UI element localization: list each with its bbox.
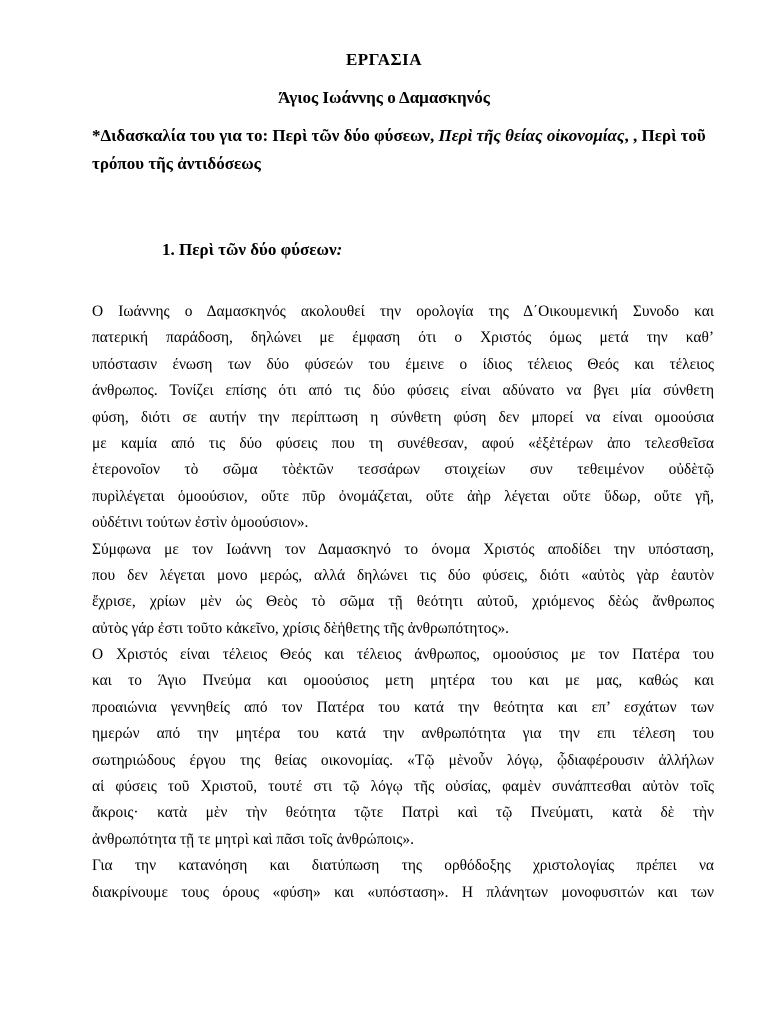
- teaching-statement: [92, 122, 722, 178]
- text-line: Σύμφωνα με τον Ιωάννη τον Δαμασκηνό το όνομα Χριστός αποδίδει την υπόσταση,: [92, 540, 714, 558]
- text-line: πυρὶλέγεται ὁμοούσιον, οὔτε πῦρ ὀνομάζεται, οὔτε ἀὴρ λέγεται οὔτε ὕδωρ, οὔτε γῆ,: [92, 487, 714, 505]
- text-line: ἔχρισε, χρίων μὲν ὡς Θεὸς τὸ σῶμα τῇ θεότητι αὐτοῦ, χριόμενος δὲὡς ἄνθρωπος: [92, 593, 714, 611]
- section-number: 1.: [162, 240, 175, 259]
- text-line: ἄκροις· κατὰ μὲν τὴν θεότητα τῷτε Πατρὶ καὶ τῷ Πνεύματι, κατὰ δὲ τὴν: [92, 804, 714, 822]
- text-line: διακρίνουμε τους όρους «φύση» και «υπόσταση». Η πλάνητων μονοφυσιτών και των: [92, 883, 714, 901]
- teaching-prefix: *Διδασκαλία του για το: Περὶ τῶν δύο φύσεων,: [92, 126, 439, 145]
- text-line: οὐδέτινι τούτων ἐστὶν ὁμοούσιον».: [92, 514, 309, 532]
- text-line: σωτηριώδους έργου της θείας οικονομίας. «Τῷ μὲνοὖν λόγῳ, ᾧδιαφέρουσιν ἀλλήλων: [92, 751, 714, 769]
- text-line: πατερική παράδοση, δηλώνει με έμφαση ότι ο Χριστός όμως μετά την καθ’: [92, 329, 714, 347]
- section-colon: :: [336, 240, 343, 259]
- text-line: φύση, διότι σε αυτήν την περίπτωση η σύνθετη φύση δεν μπορεί να είναι ομοούσια: [92, 408, 714, 426]
- text-line: που δεν λέγεται μονο μερώς, αλλά δηλώνει τις δύο φύσεις, διότι «αὐτὸς γὰρ ἑαυτὸν: [92, 566, 714, 584]
- text-line: Ο Ιωάννης ο Δαμασκηνός ακολουθεί την ορολογία της Δ΄Οικουμενική Συνοδο και: [92, 303, 714, 320]
- text-line: αἱ φύσεις τοῦ Χριστοῦ, τουτέ στι τῷ λόγῳ τῆς οὐσίας, φαμὲν συνάπτεσθαι αὐτὸν τοῖς: [92, 778, 714, 796]
- text-line: άνθρωπος. Τονίζει επίσης ότι από τις δύο φύσεις είναι αδύνατο να βγει μία σύνθετη: [92, 382, 714, 400]
- document-subtitle: Άγιος Ιωάννης ο Δαμασκηνός: [278, 88, 490, 107]
- teaching-italic-title: Περὶ τῆς θείας οἰκονομίας: [438, 126, 625, 145]
- teaching-suffix: , , Περὶ τοῦ τρόπου τῆς ἀντιδόσεως: [92, 126, 706, 173]
- document-title: ΕΡΓΑΣΙΑ: [345, 50, 423, 69]
- section-title: Περὶ τῶν δύο φύσεων: [179, 240, 337, 259]
- text-line: ἑτερονοῖον τὸ σῶμα τὸἐκτῶν τεσσάρων στοιχείων συν τεθειμένον οὐδὲτῷ: [92, 461, 714, 479]
- text-line: και το Άγιο Πνεύμα και ομοούσιος μετη μητέρα του και με μας, καθώς και: [92, 672, 714, 690]
- text-line: Για την κατανόηση και διατύπωση της ορθόδοξης χριστολογίας πρέπει να: [92, 857, 714, 875]
- text-line: ημερών από την μητέρα του κατά την ανθρωπότητα για την επι τέλεση του: [92, 725, 714, 743]
- text-line: προαιώνια γεννηθείς από τον Πατέρα του κατά την θεότητα και επ’ εσχάτων των: [92, 698, 714, 716]
- body-text: [92, 299, 714, 906]
- text-line: υπόστασιν ένωση των δύο φύσεών του έμεινε ο ίδιος τέλειος Θεός και τέλειος: [92, 355, 714, 373]
- section-heading: [162, 240, 342, 260]
- text-line: ἀνθρωπότητα τῇ τε μητρὶ καὶ πᾶσι τοῖς ἀνθρώποις».: [92, 830, 414, 848]
- text-line: με καμία από τις δύο φύσεις που τη συνέθεσαν, αφού «ἐξἐτέρων ἀπο τελεσθεῖσα: [92, 434, 714, 452]
- text-line: Ο Χριστός είναι τέλειος Θεός και τέλειος άνθρωπος, ομοούσιος με τον Πατέρα του: [92, 646, 714, 664]
- text-line: αὐτὸς γάρ ἐστι τοῦτο κἀκεῖνο, χρίσις δὲἡθετης τῆς ἀνθρωπότητος».: [92, 619, 509, 637]
